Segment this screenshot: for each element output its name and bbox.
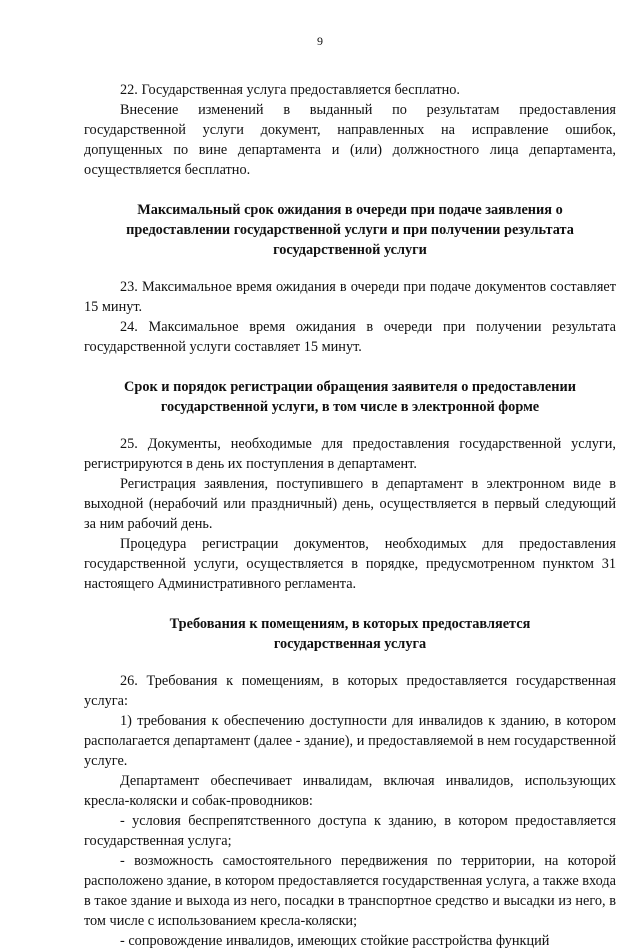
paragraph: 23. Максимальное время ожидания в очереди при подаче документов составляет 15 минут. <box>84 279 616 315</box>
paragraph: 25. Документы, необходимые для предоставления государственной услуги, регистрируются в день их поступления в департамент. <box>84 436 616 472</box>
paragraph: Департамент обеспечивает инвалидам, включая инвалидов, использующих кресла-коляски и собак-проводников: <box>84 773 616 809</box>
paragraph: - сопровождение инвалидов, имеющих стойкие расстройства функций <box>120 933 550 949</box>
paragraph: 24. Максимальное время ожидания в очереди при получении результата государственной услуги составляет 15 минут. <box>84 319 616 355</box>
section-heading: Максимальный срок ожидания в очереди при подаче заявления о предоставлении государственной услуги и при получении результата государственной услуги <box>126 202 574 258</box>
section-heading: Срок и порядок регистрации обращения заявителя о предоставлении государственной услуги, в том числе в электронной форме <box>124 379 576 415</box>
paragraph: 26. Требования к помещениям, в которых предоставляется государственная услуга: <box>84 673 616 709</box>
paragraph: Внесение изменений в выданный по результатам предоставления государственной услуги документ, направленных на исправление ошибок, допущенных по вине департамента и (или) должностного лица департамента, осуществляется бесплатно. <box>84 102 616 178</box>
page-content <box>84 80 616 951</box>
paragraph: Регистрация заявления, поступившего в департамент в электронном виде в выходной (нерабочий или праздничный) день, осуществляется в первый следующий за ним рабочий день. <box>84 476 616 532</box>
paragraph: - условия беспрепятственного доступа к зданию, в котором предоставляется государственная услуга; <box>84 813 616 849</box>
paragraph: 22. Государственная услуга предоставляется бесплатно. <box>120 82 460 98</box>
page-number: 9 <box>317 34 323 48</box>
section-heading: Требования к помещениям, в которых предоставляется государственная услуга <box>169 616 531 652</box>
paragraph: - возможность самостоятельного передвижения по территории, на которой расположено здание, в котором предоставляется государственная услуга, а также входа в такое здание и выхода из него, посадки в транспортное средство и высадки из него, в том числе с использованием кресла-коляски; <box>84 853 617 929</box>
paragraph: Процедура регистрации документов, необходимых для предоставления государственной услуги, осуществляется в порядке, предусмотренном пунктом 31 настоящего Административного регламента. <box>84 536 616 592</box>
paragraph: 1) требования к обеспечению доступности для инвалидов к зданию, в котором располагается департамент (далее - здание), и предоставляемой в нем государственной услуге. <box>84 713 616 769</box>
